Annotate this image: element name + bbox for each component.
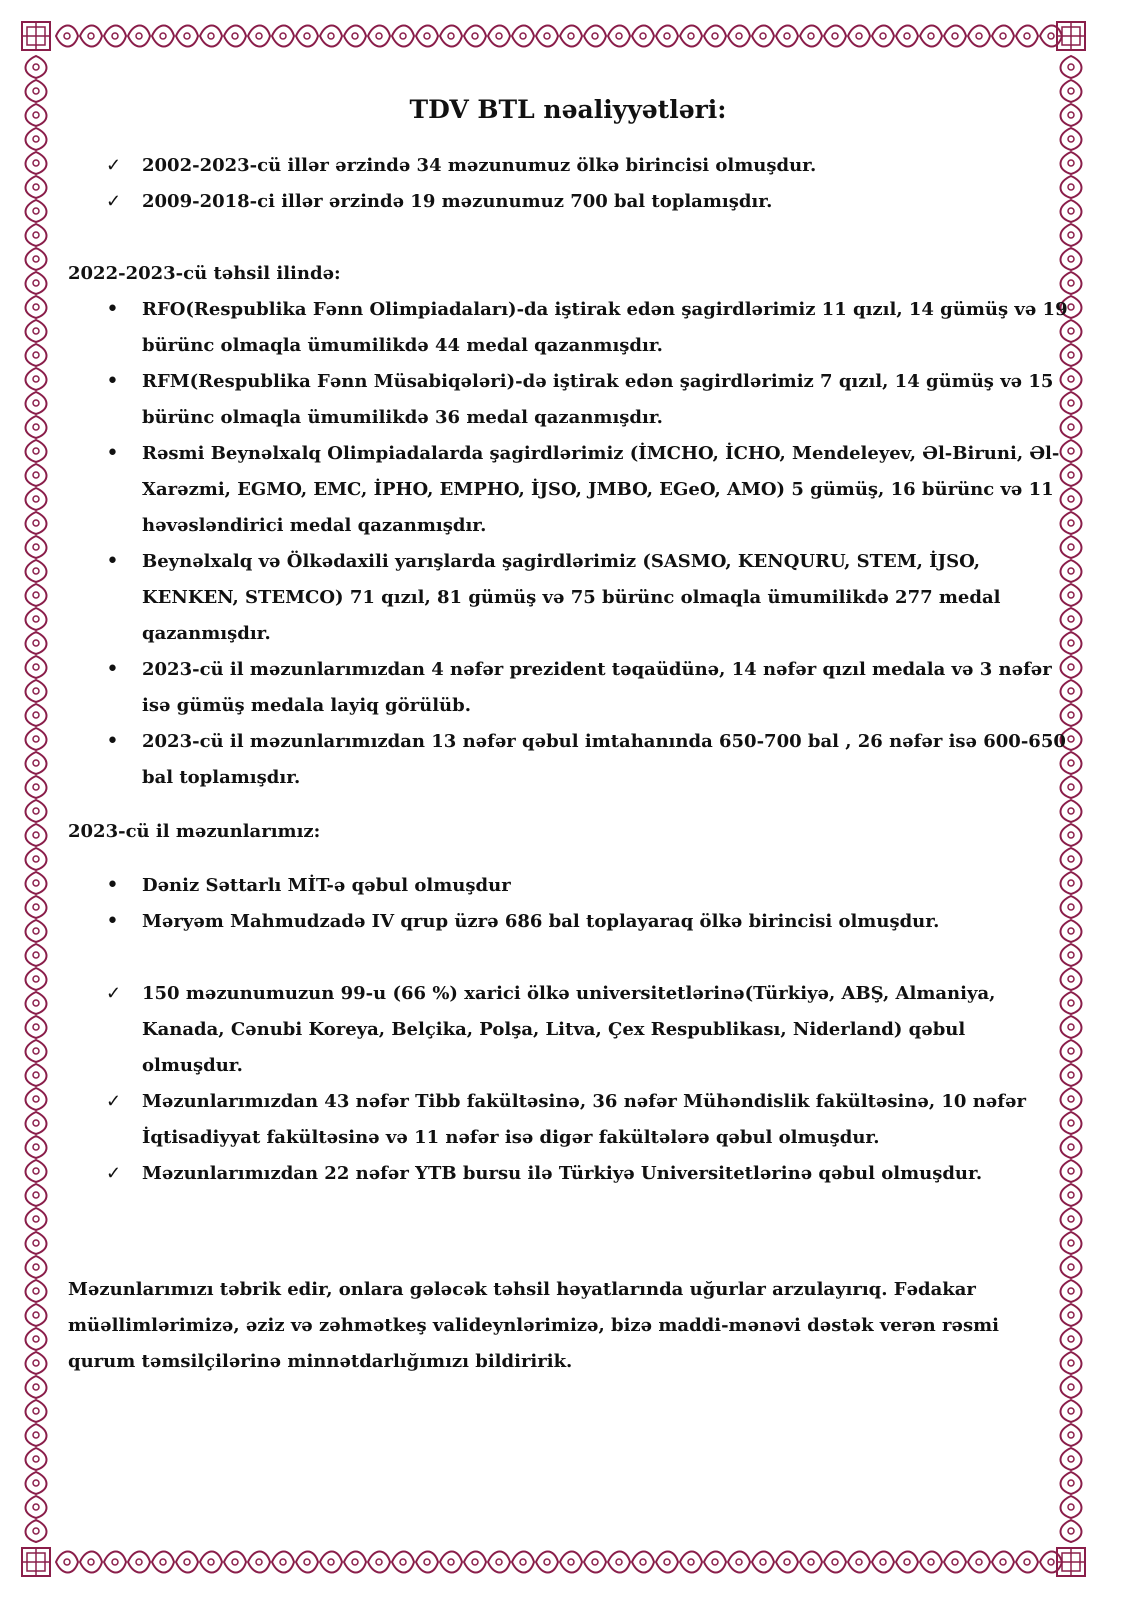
border-ornament — [968, 26, 990, 47]
border-ornament — [848, 26, 870, 47]
border-ornament — [728, 26, 750, 47]
border-ornament — [1061, 56, 1082, 78]
border-ornament — [680, 1552, 702, 1573]
border-ornament — [26, 1448, 47, 1470]
bullet-icon: • — [106, 909, 119, 934]
border-ornament — [26, 728, 47, 750]
border-ornament — [1061, 1424, 1082, 1446]
border-ornament — [416, 1552, 438, 1573]
border-ornament — [656, 1552, 678, 1573]
bullet-icon: • — [106, 657, 119, 682]
border-ornament — [26, 1520, 47, 1542]
border-ornament — [464, 26, 486, 47]
border-ornament — [368, 26, 390, 47]
border-ornament — [26, 224, 47, 246]
border-ornament — [872, 26, 894, 47]
list-item — [68, 184, 1068, 220]
list-item — [68, 976, 1068, 1084]
list-item-text: 2002-2023-cü illər ərzində 34 məzunumuz ölkə birincisi olmuşdur. — [142, 155, 817, 176]
border-ornament — [56, 1552, 78, 1573]
border-ornament — [152, 1552, 174, 1573]
border-ornament — [26, 1472, 47, 1494]
border-ornament — [1061, 1496, 1082, 1518]
border-ornament — [176, 26, 198, 47]
list-item — [68, 544, 1068, 652]
list-item-text: Məryəm Mahmudzadə IV qrup üzrə 686 bal toplayaraq ölkə birincisi olmuşdur. — [142, 911, 940, 932]
border-ornament — [128, 26, 150, 47]
border-ornament — [560, 1552, 582, 1573]
bullet-icon: • — [106, 873, 119, 898]
border-ornament — [26, 104, 47, 126]
border-ornament — [920, 26, 942, 47]
border-ornament — [26, 1424, 47, 1446]
border-ornament — [512, 1552, 534, 1573]
border-ornament — [26, 1112, 47, 1134]
list-item-text: 2023-cü il məzunlarımızdan 4 nəfər prezident təqaüdünə, 14 nəfər qızıl medala və 3 nəfər isə gümüş medala layiq görülüb. — [142, 659, 1052, 716]
list-item-text: RFO(Respublika Fənn Olimpiadaları)-da iştirak edən şagirdlərimiz 11 qızıl, 14 gümüş və 19 bürünc olmaqla ümumilikdə 44 medal qazanmışdır. — [142, 299, 1068, 356]
border-ornament — [464, 1552, 486, 1573]
border-ornament — [776, 26, 798, 47]
border-ornament — [704, 1552, 726, 1573]
border-ornament — [26, 1184, 47, 1206]
bullet-icon: • — [106, 297, 119, 322]
border-ornament — [26, 824, 47, 846]
border-ornament — [104, 1552, 126, 1573]
border-ornament — [26, 896, 47, 918]
border-ornament — [26, 1376, 47, 1398]
border-ornament — [272, 26, 294, 47]
border-ornament — [992, 26, 1014, 47]
border-ornament — [1061, 1520, 1082, 1542]
border-ornament — [704, 26, 726, 47]
bullet-icon: • — [106, 369, 119, 394]
border-ornament — [80, 26, 102, 47]
border-ornament — [680, 26, 702, 47]
border-ornament — [26, 1304, 47, 1326]
list-item — [68, 148, 1068, 184]
border-ornament — [26, 1280, 47, 1302]
list-item-text: Beynəlxalq və Ölkədaxili yarışlarda şagirdlərimiz (SASMO, KENQURU, STEM, İJSO, KENKEN, STEMCO) 71 qızıl, 81 gümüş və 75 bürünc olmaqla ümumilikdə 277 medal qazanmışdır. — [142, 551, 1001, 644]
border-ornament — [416, 26, 438, 47]
list-item — [68, 1156, 1068, 1192]
border-ornament — [26, 1352, 47, 1374]
list-item — [68, 436, 1068, 544]
border-ornament — [488, 1552, 510, 1573]
border-ornament — [848, 1552, 870, 1573]
border-ornament — [26, 1040, 47, 1062]
list-item-text: Məzunlarımızdan 43 nəfər Tibb fakültəsinə, 36 nəfər Mühəndislik fakültəsinə, 10 nəfər İqtisadiyyat fakültəsinə və 11 nəfər isə digər fakültələrə qəbul olmuşdur. — [142, 1091, 1026, 1148]
border-ornament — [512, 26, 534, 47]
border-ornament — [176, 1552, 198, 1573]
border-ornament — [56, 26, 78, 47]
border-ornament — [872, 1552, 894, 1573]
section2-list — [68, 868, 1068, 940]
border-ornament — [26, 776, 47, 798]
border-ornament — [320, 26, 342, 47]
border-ornament — [920, 1552, 942, 1573]
border-ornament — [26, 992, 47, 1014]
border-ornament — [536, 1552, 558, 1573]
border-ornament — [632, 1552, 654, 1573]
bullet-icon: • — [106, 729, 119, 754]
list-item-text: 2023-cü il məzunlarımızdan 13 nəfər qəbul imtahanında 650-700 bal , 26 nəfər isə 600-650 bal toplamışdır. — [142, 731, 1066, 788]
border-ornament — [224, 26, 246, 47]
border-ornament — [26, 1232, 47, 1254]
border-ornament — [26, 656, 47, 678]
border-ornament — [608, 1552, 630, 1573]
border-ornament — [224, 1552, 246, 1573]
list-item-text: Dəniz Səttarlı MİT-ə qəbul olmuşdur — [142, 875, 511, 896]
border-ornament — [584, 1552, 606, 1573]
border-ornament — [944, 26, 966, 47]
border-ornament — [26, 872, 47, 894]
border-ornament — [584, 26, 606, 47]
border-ornament — [26, 392, 47, 414]
border-ornament — [26, 1496, 47, 1518]
border-ornament — [26, 464, 47, 486]
bottom-achievements-list — [68, 976, 1068, 1192]
border-ornament — [26, 200, 47, 222]
border-ornament — [944, 1552, 966, 1573]
list-item-text: Məzunlarımızdan 22 nəfər YTB bursu ilə Türkiyə Universitetlərinə qəbul olmuşdur. — [142, 1163, 983, 1184]
checkmark-icon: ✓ — [106, 1163, 122, 1184]
list-item — [68, 868, 1068, 904]
list-item — [68, 364, 1068, 436]
border-ornament — [26, 1400, 47, 1422]
border-ornament — [80, 1552, 102, 1573]
border-ornament — [26, 1088, 47, 1110]
border-ornament — [26, 800, 47, 822]
list-item-text: Rəsmi Beynəlxalq Olimpiadalarda şagirdlərimiz (İMCHO, İCHO, Mendeleyev, Əl-Biruni, Əl-Xarəzmi, EGMO, EMC, İPHO, EMPHO, İJSO, JMBO, EGeO, AMO) 5 gümüş, 16 bürünc və 11 həvəsləndirici medal qazanmışdır. — [142, 443, 1060, 536]
section1-list — [68, 292, 1068, 796]
border-ornament — [536, 26, 558, 47]
border-ornament — [26, 1064, 47, 1086]
border-ornament — [392, 26, 414, 47]
border-ornament — [896, 26, 918, 47]
border-ornament — [728, 1552, 750, 1573]
border-ornament — [26, 1208, 47, 1230]
border-ornament — [1061, 1472, 1082, 1494]
border-ornament — [26, 1328, 47, 1350]
border-ornament — [1016, 26, 1038, 47]
border-ornament — [26, 584, 47, 606]
border-ornament — [992, 1552, 1014, 1573]
border-ornament — [392, 1552, 414, 1573]
border-ornament — [1016, 1552, 1038, 1573]
border-ornament — [776, 1552, 798, 1573]
border-ornament — [26, 1016, 47, 1038]
border-ornament — [608, 26, 630, 47]
border-ornament — [26, 944, 47, 966]
border-ornament — [152, 26, 174, 47]
border-ornament — [128, 1552, 150, 1573]
border-ornament — [26, 416, 47, 438]
border-ornament — [26, 560, 47, 582]
border-ornament — [560, 26, 582, 47]
page-title: TDV BTL nəaliyyətləri: — [409, 95, 727, 124]
border-ornament — [26, 368, 47, 390]
border-ornament — [320, 1552, 342, 1573]
section-label-2023-graduates: 2023-cü il məzunlarımız: — [68, 821, 321, 842]
border-ornament — [26, 152, 47, 174]
border-ornament — [632, 26, 654, 47]
border-ornament — [752, 26, 774, 47]
border-ornament — [26, 440, 47, 462]
checkmark-icon: ✓ — [106, 155, 122, 176]
border-ornament — [296, 1552, 318, 1573]
top-achievements-list — [68, 148, 1068, 220]
border-ornament — [440, 26, 462, 47]
list-item-text: 150 məzunumuzun 99-u (66 %) xarici ölkə universitetlərinə(Türkiyə, ABŞ, Almaniya, Kanada, Cənubi Koreya, Belçika, Polşa, Litva, Çex Respublikası, Niderland) qəbul olmuşdur. — [142, 983, 996, 1076]
border-ornament — [26, 56, 47, 78]
bullet-icon: • — [106, 549, 119, 574]
border-ornament — [296, 26, 318, 47]
list-item-text: RFM(Respublika Fənn Müsabiqələri)-də iştirak edən şagirdlərimiz 7 qızıl, 14 gümüş və 15 bürünc olmaqla ümumilikdə 36 medal qazanmışdır. — [142, 371, 1054, 428]
border-ornament — [272, 1552, 294, 1573]
border-ornament — [26, 968, 47, 990]
border-ornament — [26, 272, 47, 294]
border-ornament — [752, 1552, 774, 1573]
border-ornament — [824, 1552, 846, 1573]
list-item — [68, 652, 1068, 724]
border-ornament — [824, 26, 846, 47]
checkmark-icon: ✓ — [106, 983, 122, 1004]
border-ornament — [26, 248, 47, 270]
border-ornament — [200, 1552, 222, 1573]
border-ornament — [26, 1160, 47, 1182]
border-ornament — [26, 848, 47, 870]
list-item — [68, 292, 1068, 364]
list-item — [68, 1084, 1068, 1156]
border-ornament — [26, 344, 47, 366]
document-body — [68, 92, 1068, 1380]
border-ornament — [26, 176, 47, 198]
border-ornament — [26, 1256, 47, 1278]
border-ornament — [800, 1552, 822, 1573]
border-ornament — [26, 512, 47, 534]
border-ornament — [26, 632, 47, 654]
border-ornament — [26, 1136, 47, 1158]
list-item — [68, 724, 1068, 796]
border-ornament — [440, 1552, 462, 1573]
border-ornament — [1061, 1400, 1082, 1422]
border-ornament — [26, 680, 47, 702]
checkmark-icon: ✓ — [106, 1091, 122, 1112]
border-ornament — [248, 26, 270, 47]
border-ornament — [26, 752, 47, 774]
border-ornament — [896, 1552, 918, 1573]
border-ornament — [26, 296, 47, 318]
border-ornament — [26, 536, 47, 558]
border-ornament — [368, 1552, 390, 1573]
border-ornament — [26, 320, 47, 342]
list-item — [68, 904, 1068, 940]
border-ornament — [104, 26, 126, 47]
border-ornament — [1061, 1448, 1082, 1470]
border-ornament — [344, 1552, 366, 1573]
border-ornament — [656, 26, 678, 47]
border-ornament — [200, 26, 222, 47]
border-ornament — [26, 80, 47, 102]
border-ornament — [344, 26, 366, 47]
border-ornament — [26, 704, 47, 726]
border-ornament — [26, 608, 47, 630]
border-ornament — [26, 128, 47, 150]
border-ornament — [488, 26, 510, 47]
section-label-2022-2023: 2022-2023-cü təhsil ilində: — [68, 263, 341, 284]
checkmark-icon: ✓ — [106, 191, 122, 212]
bullet-icon: • — [106, 441, 119, 466]
border-ornament — [968, 1552, 990, 1573]
border-ornament — [248, 1552, 270, 1573]
border-ornament — [26, 488, 47, 510]
list-item-text: 2009-2018-ci illər ərzində 19 məzunumuz 700 bal toplamışdır. — [142, 191, 773, 212]
closing-paragraph: Məzunlarımızı təbrik edir, onlara gələcək təhsil həyatlarında uğurlar arzulayırıq. Fədakar müəllimlərimizə, əziz və zəhmətkeş valideynlərimizə, bizə maddi-mənəvi dəstək verən rəsmi qurum təmsilçilərinə minnətdarlığımızı bildiririk. — [68, 1279, 999, 1372]
border-ornament — [800, 26, 822, 47]
border-ornament — [26, 920, 47, 942]
